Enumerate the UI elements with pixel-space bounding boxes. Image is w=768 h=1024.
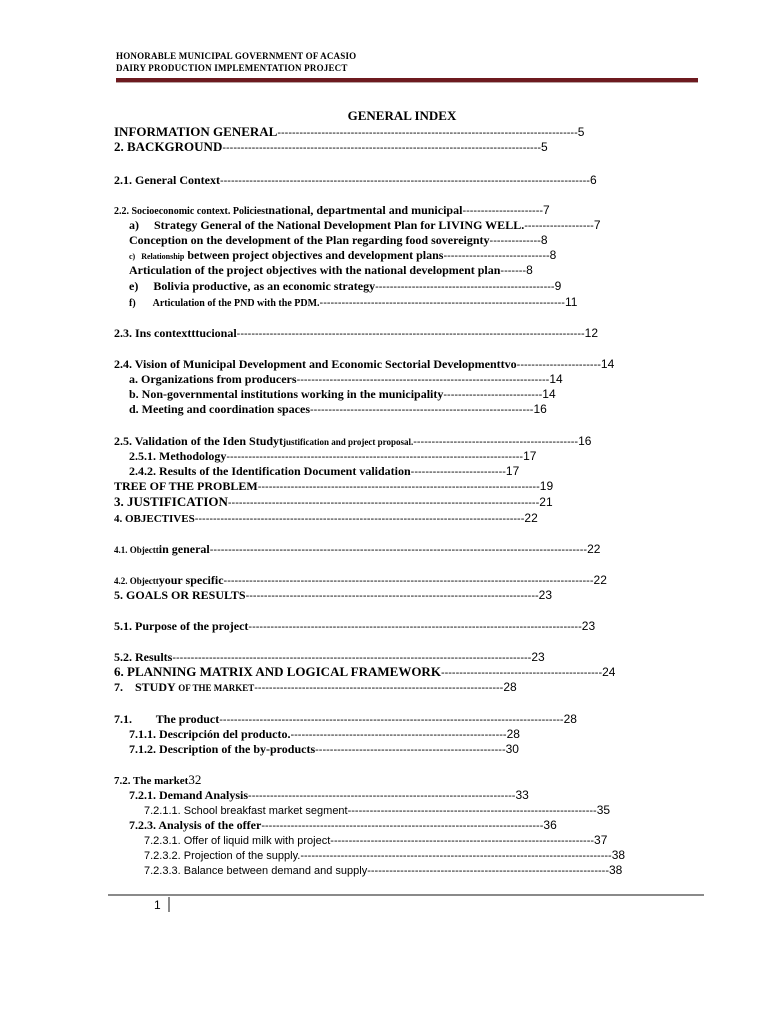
toc-leader: ----------------------- — [516, 359, 601, 371]
toc-entry — [114, 679, 517, 696]
toc-page-number: 24 — [602, 665, 616, 679]
toc-entry-title: Articulation of the project objectives with the national development plan — [129, 263, 501, 277]
toc-entry-title: 5.2. Results — [114, 650, 173, 664]
toc-entry-title-continued: national, departmental and municipal — [268, 203, 463, 217]
toc-entry-title: 7.2.3.3. Balance between demand and supply — [144, 865, 368, 877]
toc-entry-title: 2.2. Socioeconomic context. Policiest — [114, 206, 269, 217]
toc-entry-title: 2.4. Vision of Municipal Development and Economic Sectorial Developmenttvo — [114, 357, 517, 371]
toc-page-number: 7 — [543, 203, 550, 217]
toc-page-number: 7 — [593, 218, 601, 232]
toc-entry — [129, 401, 547, 418]
toc-page-number: 8 — [540, 233, 548, 247]
toc-page-number: 12 — [584, 326, 599, 340]
toc-entry-title: c) Relationship — [129, 252, 185, 261]
toc-leader: ----------------------------------------------------------------------------- — [257, 481, 540, 493]
toc-page-number: 6 — [589, 173, 597, 187]
toc-leader: ------------------------------------------------------------------------------------------------------- — [209, 544, 588, 556]
toc-leader: --------------------------------------------- — [413, 436, 579, 448]
toc-page-number: 17 — [523, 449, 537, 463]
toc-page-number: 11 — [564, 295, 578, 309]
toc-page-number: 22 — [593, 573, 607, 587]
toc-leader: -------------------------------------------------------------------- — [347, 805, 597, 817]
toc-leader: -------------------------------------------------------------------- — [254, 682, 504, 694]
toc-entry-title: 7.2.3. Analysis of the offer — [129, 818, 262, 832]
toc-entry-title: a) Strategy General of the National Development Plan for LIVING WELL. — [129, 218, 525, 232]
toc-entry-title: 2.5. Validation of the Iden Studyt — [114, 434, 284, 448]
toc-page-number: 23 — [538, 588, 553, 602]
toc-entry-title: 2.1. General Context — [114, 173, 220, 187]
toc-leader: ------------------------------------------------------------------------- — [248, 790, 516, 802]
toc-entry-title-continued: justification and project proposal. — [283, 437, 414, 447]
toc-leader: -------------------------------------------- — [440, 667, 603, 679]
toc-page-number: 14 — [542, 387, 556, 401]
document-header — [116, 50, 696, 74]
toc-entry — [114, 541, 600, 558]
toc-entry-title-continued: between project objectives and development plans — [184, 248, 444, 262]
toc-entry-title-continued: 32 — [188, 772, 202, 787]
toc-leader: --------------------------------------------------------------------------------- — [226, 451, 524, 463]
toc-entry-title: 2.4.2. Results of the Identification Document validation — [129, 464, 411, 478]
toc-entry-title: TREE OF THE PROBLEM — [114, 479, 258, 493]
toc-entry-title: 2.3. Ins contextttucional — [114, 326, 237, 340]
header-rule-thin — [116, 82, 698, 83]
toc-page-number: 5 — [577, 125, 585, 139]
toc-leader: ------------------------------------------------------------------------------------- — [227, 497, 540, 509]
toc-entry-title: 7.2.3.1. Offer of liquid milk with project — [144, 835, 331, 847]
toc-page-number: 9 — [554, 279, 562, 293]
toc-page-number: 22 — [524, 511, 538, 525]
toc-entry — [129, 262, 533, 279]
toc-entry — [114, 494, 553, 511]
toc-entry — [144, 862, 622, 879]
toc-entry-title: 7.1. The product — [114, 712, 220, 726]
toc-entry-title: 7.1.2. Description of the by-products — [129, 742, 316, 756]
page-number: 1 — [154, 898, 161, 912]
toc-page-number: 8 — [549, 248, 557, 262]
toc-entry — [114, 139, 548, 156]
toc-leader: -------------- — [489, 235, 541, 247]
toc-leader: ------- — [500, 265, 527, 277]
header-government: HONORABLE MUNICIPAL GOVERNMENT OF ACASIO — [116, 51, 357, 61]
toc-leader: --------------------------------------------------------------------------------------- — [222, 142, 542, 154]
toc-entry — [129, 278, 561, 295]
toc-entry-title: Conception on the development of the Plan regarding food sovereignty — [129, 233, 490, 247]
toc-entry-title-continued: OF THE MARKET — [178, 683, 255, 693]
header-project: DAIRY PRODUCTION IMPLEMENTATION PROJECT — [116, 63, 348, 73]
toc-page-number: 30 — [505, 742, 519, 756]
toc-leader: -------------------------------------------------------------------------------- — [245, 590, 539, 602]
toc-entry-title: 7.1.1. Descripción del producto. — [129, 727, 291, 741]
toc-leader: ------------------------------------------------------------------------------------------- — [248, 621, 582, 633]
toc-entry — [114, 618, 595, 635]
toc-page-number: 28 — [563, 712, 577, 726]
toc-entry-title-continued: in general — [158, 542, 210, 556]
toc-leader: ----------------------------- — [443, 250, 550, 262]
toc-page-number: 16 — [533, 402, 547, 416]
toc-entry-title: 7.2.3.2. Projection of the supply. — [144, 850, 301, 862]
toc-leader: -------------------------- — [410, 466, 506, 478]
toc-title: GENERAL INDEX — [347, 108, 457, 123]
toc-leader: ------------------------------------------------------------------------ — [330, 835, 595, 847]
toc-leader: ---------------------------------------------------- — [315, 744, 506, 756]
toc-page-number: 37 — [594, 833, 608, 847]
toc-page-number: 21 — [539, 495, 553, 509]
toc-leader: ---------------------------------------------------------------------------------------------- — [219, 714, 564, 726]
toc-page-number: 35 — [596, 803, 611, 817]
toc-entry-title: INFORMATION GENERAL — [114, 124, 278, 139]
toc-page-number: 16 — [578, 434, 592, 448]
toc-leader: ------------------------------------------------------------------- — [319, 297, 565, 309]
toc-leader: --------------------------- — [443, 389, 543, 401]
toc-entry-title: 7.2.1. Demand Analysis — [129, 788, 249, 802]
toc-leader: ------------------------------------------------------------------------------------- — [300, 850, 612, 862]
toc-entry-title: 5.1. Purpose of the project — [114, 619, 249, 633]
toc-entry-title: a. Organizations from producers — [129, 372, 297, 386]
toc-entry-title: 7.2.1.1. School breakfast market segment — [144, 805, 348, 817]
toc-page-number: 28 — [503, 680, 517, 694]
toc-leader: ----------------------------------------------------------------------------------------------------- — [219, 175, 590, 187]
toc-page-number: 22 — [587, 542, 601, 556]
toc-entry-title: 4.1. Objectt — [114, 545, 159, 555]
toc-page-number: 5 — [541, 140, 548, 154]
toc-leader: ----------------------------------------------------------------------------------------------------- — [223, 575, 594, 587]
toc-leader: ----------------------------------------------------------------------------- — [261, 820, 544, 832]
toc-entry — [129, 741, 519, 758]
toc-page-number: 23 — [531, 650, 545, 664]
footer-rule — [108, 894, 704, 896]
toc-page-number: 38 — [608, 863, 623, 877]
toc-entry — [114, 587, 552, 604]
toc-entry — [114, 325, 598, 342]
toc-page-number: 14 — [600, 357, 615, 371]
toc-entry-title: e) Bolivia productive, as an economic strategy — [129, 279, 376, 293]
toc-leader: -------------------------------------------------------------------------------------------------- — [172, 652, 532, 664]
toc-entry-title: 4.2. Objectt — [114, 576, 159, 586]
toc-leader: ----------------------------------------------------------- — [290, 729, 507, 741]
toc-entry-title: 5. GOALS OR RESULTS — [114, 588, 246, 602]
toc-entry-title: 4. OBJECTIVES — [114, 513, 195, 525]
toc-entry-title: 7.2. The market — [114, 775, 189, 787]
toc-leader: ------------------------------------------------------------------------------------------ — [194, 513, 525, 525]
toc-page-number: 19 — [539, 479, 554, 493]
toc-page-number: 38 — [611, 848, 626, 862]
toc-leader: ------------------------------------------------- — [375, 281, 555, 293]
toc-leader: ------------------------------------------------------------- — [310, 404, 534, 416]
toc-entry-title: 3. JUSTIFICATION — [114, 494, 228, 509]
toc-entry — [114, 510, 538, 527]
toc-page-number: 28 — [506, 727, 520, 741]
toc-entry-title-continued: your specific — [158, 573, 224, 587]
toc-leader: ----------------------------------------------------------------------------------------------- — [236, 328, 585, 340]
toc-leader: --------------------------------------------------------------------- — [296, 374, 550, 386]
toc-page-number: 8 — [526, 263, 533, 277]
toc-leader: ---------------------- — [462, 205, 544, 217]
toc-page-number: 17 — [505, 464, 520, 478]
toc-page-number: 36 — [543, 818, 557, 832]
footer-bar — [168, 897, 170, 912]
toc-entry-title: b. Non-governmental institutions working in the municipality — [129, 387, 444, 401]
toc-leader: ------------------------------------------------------------------ — [367, 865, 609, 877]
toc-entry-title: d. Meeting and coordination spaces — [129, 402, 311, 416]
toc-entry-title: 7. STUDY — [114, 680, 179, 694]
toc-entry — [129, 294, 577, 311]
toc-entry-title: 2.5.1. Methodology — [129, 449, 227, 463]
toc-page-number: 23 — [581, 619, 596, 633]
toc-entry-title: 6. PLANNING MATRIX AND LOGICAL FRAMEWORK — [114, 664, 441, 679]
toc-leader: ---------------------------------------------------------------------------------- — [277, 127, 578, 139]
toc-entry-title: 2. BACKGROUND — [114, 139, 223, 154]
toc-entry — [114, 172, 597, 189]
toc-leader: ------------------- — [524, 220, 594, 232]
toc-entry — [114, 478, 553, 495]
toc-page-number: 14 — [549, 372, 563, 386]
toc-entry-title: f) Articulation of the PND with the PDM. — [129, 298, 320, 309]
toc-page-number: 33 — [515, 788, 529, 802]
